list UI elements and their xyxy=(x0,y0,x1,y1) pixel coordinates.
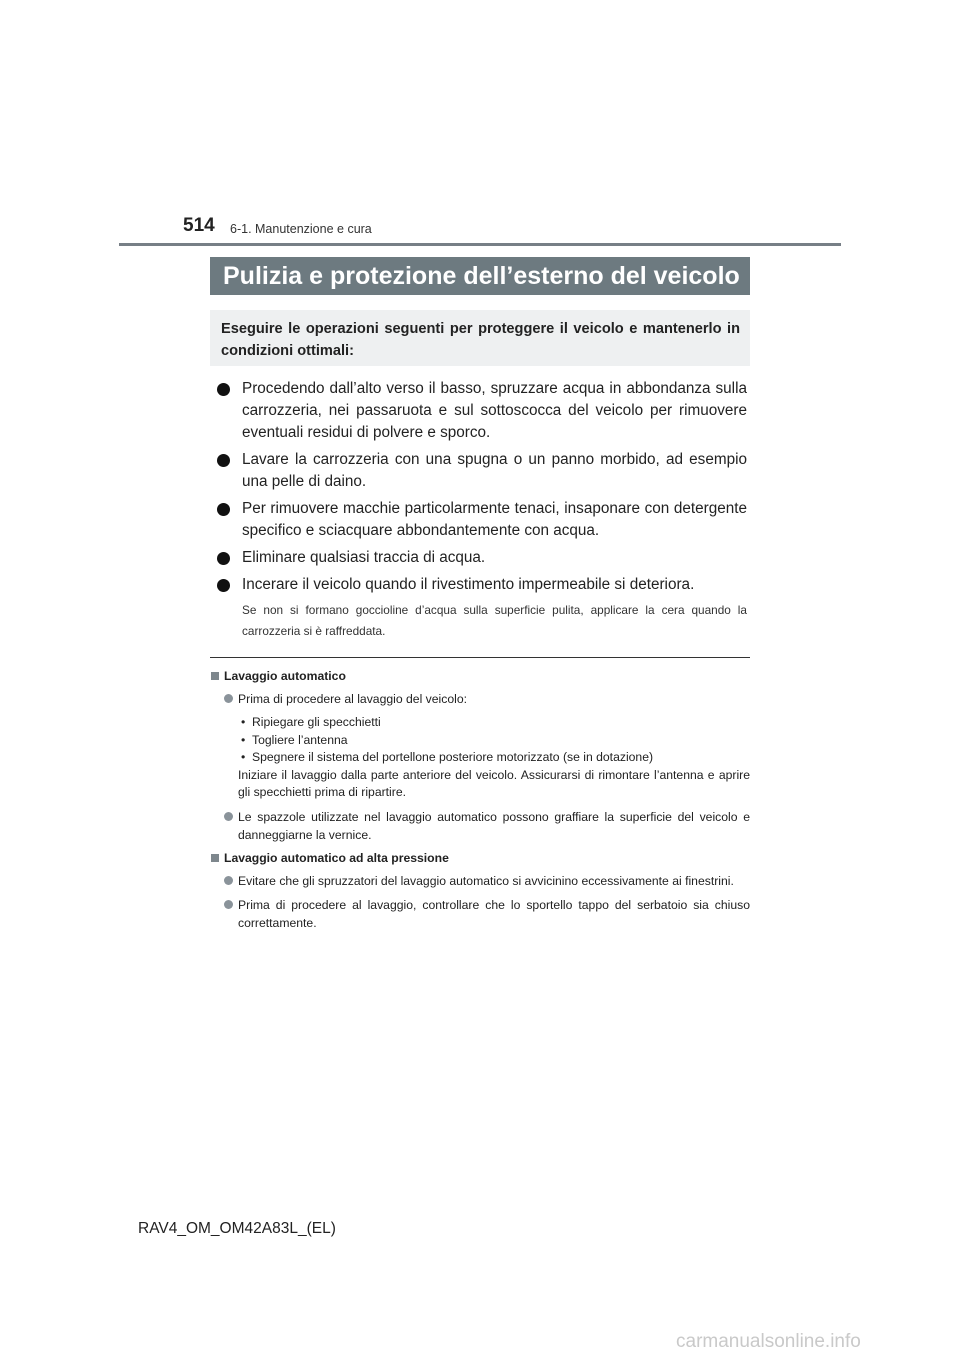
note-item-text: Le spazzole utilizzate nel lavaggio automatico possono graffiare la superficie del veicolo e danneggiarne la vernice. xyxy=(238,809,750,842)
notes-section xyxy=(210,668,750,938)
list-item-text: Eliminare qualsiasi traccia di acqua. xyxy=(242,549,486,566)
bullet-icon xyxy=(224,694,233,703)
square-bullet-icon xyxy=(211,854,219,862)
list-item-text: Ripiegare gli specchietti xyxy=(252,715,381,729)
dot-marker-icon: • xyxy=(241,750,246,764)
list-item xyxy=(238,749,750,767)
wax-note: Se non si formano goccioline d’acqua sulla superficie pulita, applicare la cera quando la carrozzeria si è raffreddata. xyxy=(242,603,747,638)
list-item xyxy=(238,732,750,750)
note-item-text: Prima di procedere al lavaggio del veicolo: xyxy=(238,692,467,706)
list-item xyxy=(217,449,747,493)
list-item-text: Incerare il veicolo quando il rivestimento impermeabile si deteriora. xyxy=(242,576,695,593)
list-item xyxy=(217,378,747,444)
header-divider xyxy=(119,243,841,246)
bullet-icon xyxy=(217,454,230,467)
dot-marker-icon: • xyxy=(241,732,246,747)
note-item xyxy=(210,808,750,844)
bullet-icon xyxy=(217,552,230,565)
list-item xyxy=(217,547,747,569)
main-bullet-list xyxy=(217,378,747,642)
note-heading-high-pressure-wash xyxy=(210,850,750,867)
note-item-text: Prima di procedere al lavaggio, controllare che lo sportello tappo del serbatoio sia chiuso correttamente. xyxy=(238,897,750,930)
list-item-text: Togliere l’antenna xyxy=(252,732,348,747)
watermark: carmanualsonline.info xyxy=(676,1331,861,1352)
list-item xyxy=(238,714,750,732)
note-heading-text: Lavaggio automatico xyxy=(224,669,346,683)
note-item xyxy=(210,896,750,932)
note-item-text: Evitare che gli spruzzatori del lavaggio automatico si avvicinino eccessivamente ai finestrini. xyxy=(238,873,734,888)
list-item-text: Procedendo dall’alto verso il basso, spruzzare acqua in abbondanza sulla carrozzeria, nei passaruota e sul sottoscocca del veicolo per rimuovere eventuali residui di polvere e sporco. xyxy=(242,380,747,441)
note-heading-text: Lavaggio automatico ad alta pressione xyxy=(224,850,449,865)
manual-code: RAV4_OM_OM42A83L_(EL) xyxy=(138,1220,336,1237)
dot-marker-icon: • xyxy=(241,715,246,729)
note-item xyxy=(210,690,750,708)
note-item xyxy=(210,872,750,890)
page-number: 514 xyxy=(183,215,215,236)
list-item-text: Spegnere il sistema del portellone posteriore motorizzato (se in dotazione) xyxy=(252,750,654,764)
list-item-text: Per rimuovere macchie particolarmente tenaci, insaponare con detergente specifico e sciacquare abbondantemente con acqua. xyxy=(242,500,747,539)
section-label: 6-1. Manutenzione e cura xyxy=(230,222,372,236)
intro-box: Eseguire le operazioni seguenti per proteggere il veicolo e mantenerlo in condizioni ottimali: xyxy=(210,310,750,366)
list-item-text: Lavare la carrozzeria con una spugna o un panno morbido, ad esempio una pelle di daino. xyxy=(242,451,747,490)
list-item xyxy=(217,498,747,542)
bullet-icon xyxy=(217,503,230,516)
square-bullet-icon xyxy=(211,672,219,680)
preparation-tail-text: Iniziare il lavaggio dalla parte anteriore del veicolo. Assicurarsi di rimontare l’antenna e aprire gli specchietti prima di ripartire. xyxy=(238,767,750,799)
bullet-icon xyxy=(224,900,233,909)
bullet-icon xyxy=(224,812,233,821)
bullet-icon xyxy=(224,876,233,885)
list-item xyxy=(217,574,747,596)
page-title: Pulizia e protezione dell’esterno del veicolo xyxy=(210,257,750,295)
preparation-list xyxy=(210,714,750,802)
bullet-icon xyxy=(217,579,230,592)
bullet-icon xyxy=(217,383,230,396)
note-heading-automatic-wash xyxy=(210,668,750,685)
notes-divider xyxy=(210,657,750,658)
